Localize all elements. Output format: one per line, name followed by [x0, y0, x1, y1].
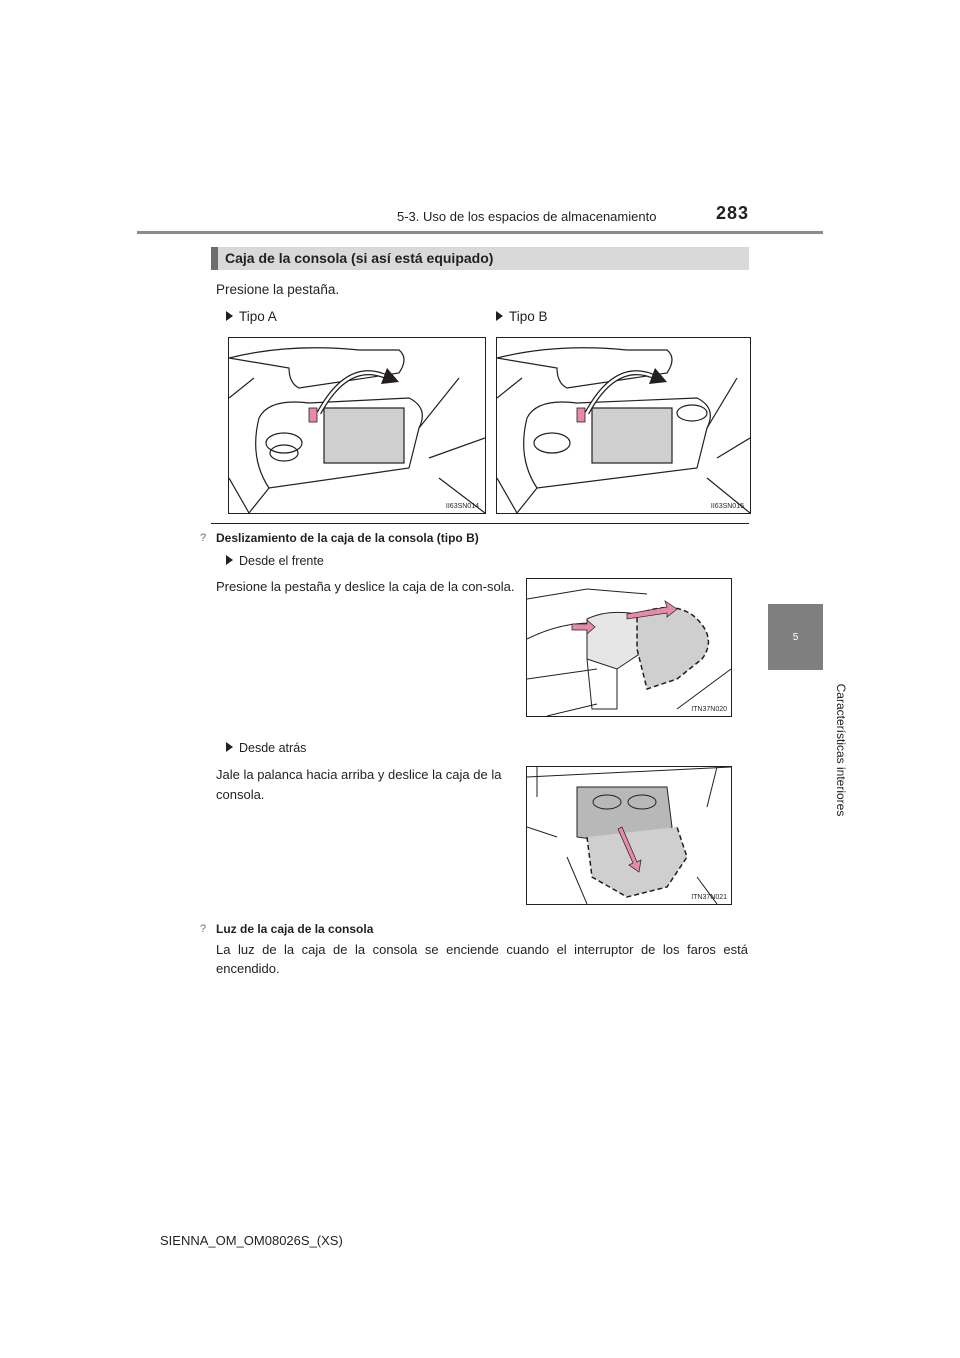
- section-title-bar: [211, 247, 749, 270]
- figure-slide-from-front: [526, 578, 732, 717]
- figure-a-code: II63SN014: [445, 503, 479, 510]
- rear-instructions: Jale la palanca hacia arriba y deslice la caja de la consola.: [216, 767, 502, 802]
- figure-rear-code: ITN37N021: [691, 894, 727, 901]
- chapter-tab: [768, 604, 823, 670]
- note-bullet-icon: ?: [200, 923, 207, 935]
- figure-slide-from-rear: [526, 766, 732, 905]
- arrow-right-icon: [226, 555, 233, 565]
- arrow-right-icon: [226, 311, 233, 321]
- arrow-right-icon: [226, 742, 233, 752]
- figure-front-code: ITN37N020: [691, 706, 727, 713]
- chapter-tab-label-area: [768, 670, 823, 834]
- rear-label: Desde atrás: [226, 738, 306, 758]
- arrow-right-icon: [496, 311, 503, 321]
- sliding-heading: Deslizamiento de la caja de la consola (tipo B): [216, 531, 479, 545]
- variant-b-label: Tipo B: [496, 307, 548, 327]
- figure-b-code: II63SN015: [710, 503, 744, 510]
- light-heading: Luz de la caja de la consola: [216, 922, 374, 936]
- figure-console-type-b: [496, 337, 751, 514]
- page-number: 283: [716, 203, 750, 223]
- figure-console-type-a: [228, 337, 486, 514]
- front-label: Desde el frente: [226, 551, 324, 571]
- section-divider: [211, 523, 749, 524]
- section-marker: [211, 247, 218, 270]
- chapter-title: Características interiores: [834, 683, 848, 817]
- section-intro: Presione la pestaña.: [216, 282, 340, 297]
- header-rule: [137, 231, 823, 234]
- note-bullet-icon: ?: [200, 532, 207, 544]
- section-title: Caja de la consola (si así está equipado): [225, 250, 494, 266]
- header-title: 5-3. Uso de los espacios de almacenamiento: [397, 209, 657, 224]
- chapter-number: 5: [792, 632, 799, 643]
- light-text: La luz de la caja de la consola se enciende cuando el interruptor de los faros está encendido.: [216, 942, 748, 976]
- footer-document-code: SIENNA_OM_OM08026S_(XS): [160, 1233, 343, 1248]
- front-instructions: Presione la pestaña y deslice la caja de la con-sola.: [216, 579, 515, 594]
- variant-a-label: Tipo A: [226, 307, 277, 327]
